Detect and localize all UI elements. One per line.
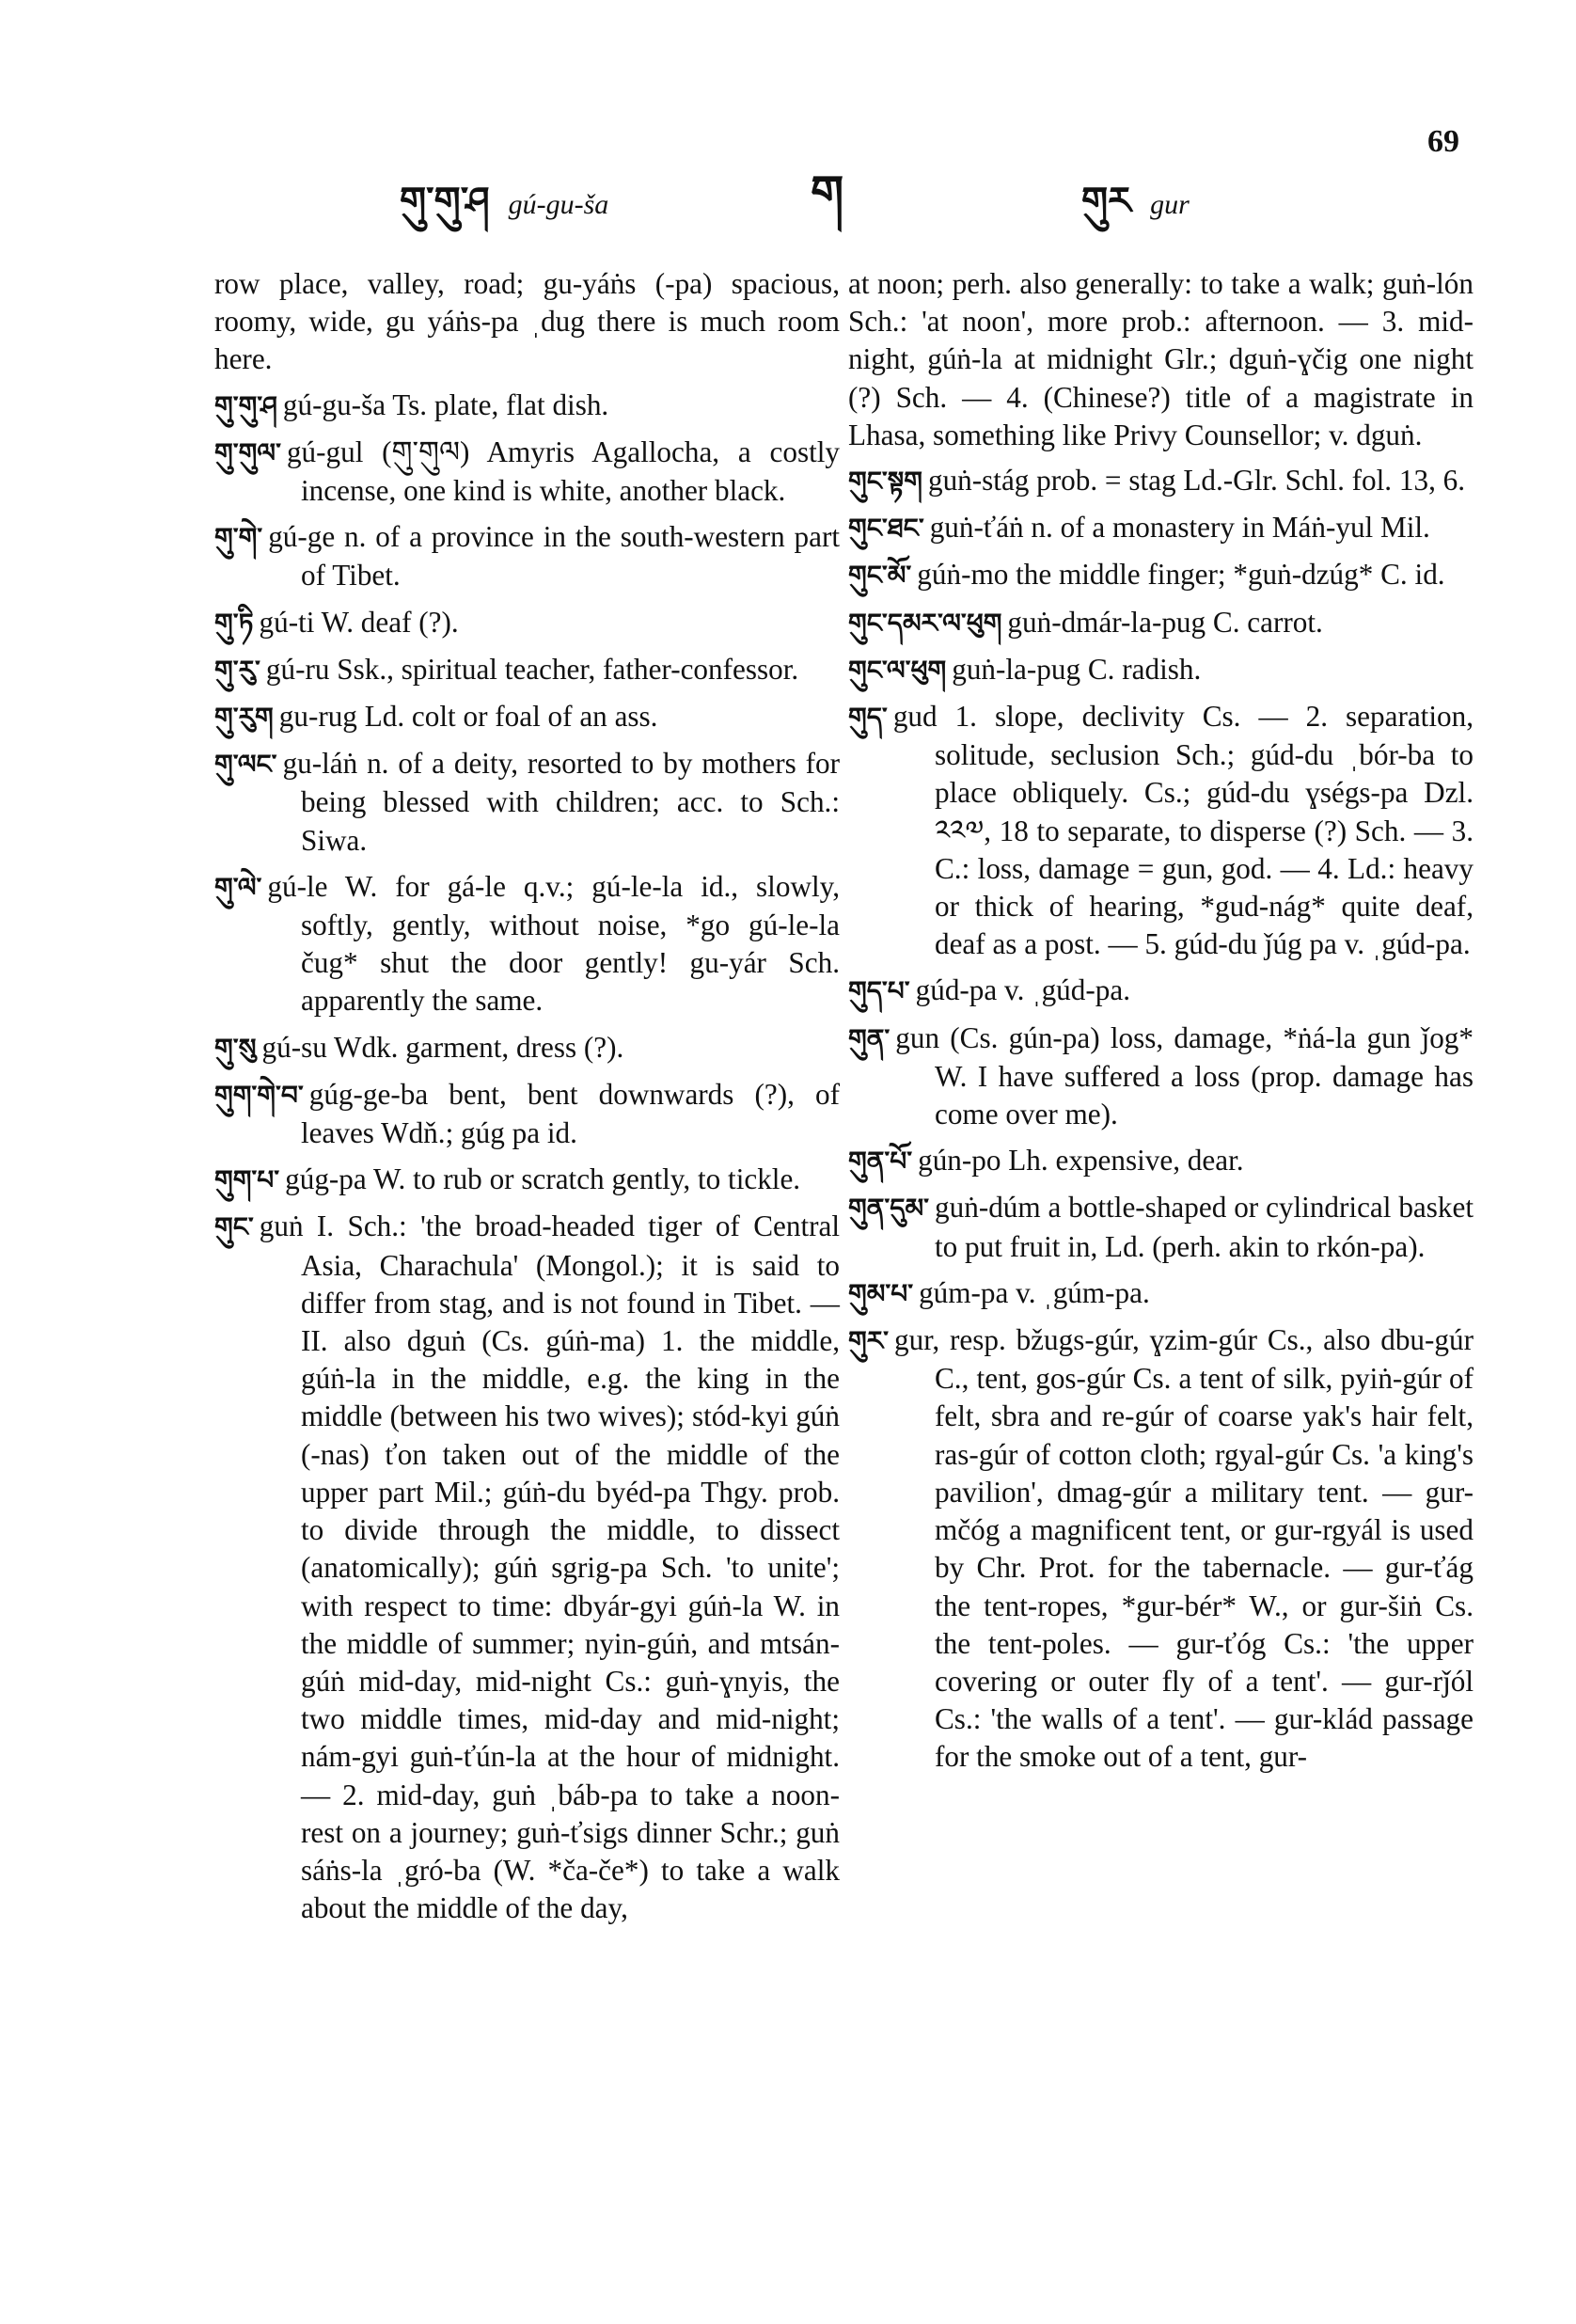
entry-text: guṅ-stág prob. = stag Ld.-Glr. Schl. fol. 13, 6.	[927, 464, 1466, 498]
entry-text: guṅ-ťáṅ n. of a monastery in Máṅ-yul Mil.	[929, 511, 1430, 545]
entry-text: guṅ-dmár-la-pug C. carrot.	[1007, 605, 1323, 639]
dictionary-entry	[848, 1321, 1474, 1776]
left-running-head	[400, 158, 608, 264]
headword-tibetan: གུང་ཐང་	[848, 513, 924, 545]
headword-tibetan: གུད་	[848, 702, 888, 734]
headword-tibetan: གུར་	[848, 1325, 890, 1357]
right-running-head-translit: gur	[1150, 189, 1190, 220]
headword-tibetan: གུན་པོ་	[848, 1146, 913, 1178]
dictionary-entry	[214, 1161, 840, 1199]
entry-text: gu-láṅ n. of a deity, resorted to by mothers for being blessed with children; acc. to Sch.: Siwa.	[282, 747, 840, 857]
headword-tibetan: གུམ་པ་	[848, 1277, 914, 1309]
dictionary-entry	[848, 1020, 1474, 1134]
entry-text: gu-rug Ld. colt or foal of an ass.	[278, 700, 658, 734]
page-header	[0, 0, 1576, 235]
entry-text: gúg-pa W. to rub or scratch gently, to tickle.	[285, 1162, 801, 1196]
entry-text: gú-le W. for gá-le q.v.; gú-le-la id., slowly, softly, gently, without noise, *go gú-le-la čug* shut the door gently! gu-yár Sch. apparently the same.	[267, 869, 840, 1018]
entry-text: gú-ti W. deaf (?).	[259, 605, 459, 639]
dictionary-entry	[214, 868, 840, 1020]
headword-tibetan: གུག་གེ་བ་	[214, 1079, 304, 1111]
entry-text: gú-su Wdk. garment, dress (?).	[261, 1030, 624, 1064]
dictionary-entry	[848, 1142, 1474, 1180]
headword-tibetan: གུ་རུ་	[214, 654, 260, 686]
dictionary-entry	[214, 651, 840, 689]
entry-text: gud 1. slope, declivity Cs. — 2. separation, solitude, seclusion Sch.; gúd-du ˌbór-ba to place obliquely. Cs.; gúd-du ɣségs-pa Dzl. ༢༢༧, 18 to separate, to disperse (?) Sch. — 3. C.: loss, damage = gun, god. — 4. Ld.: heavy or thick of hearing, *gud-nág* quite deaf, deaf as a post. — 5. gúd-du ǰúg pa v. ˌgúd-pa.	[892, 700, 1474, 961]
entry-text: gúṅ-mo the middle finger; *guṅ-dzúg* C. id.	[917, 558, 1445, 592]
headword-tibetan: གུང་དམར་ལ་ཕུག	[848, 607, 1002, 639]
dictionary-entry	[848, 509, 1474, 547]
headword-tibetan: གུང་སྟག	[848, 466, 922, 498]
dictionary-entry	[848, 698, 1474, 963]
dictionary-entry	[848, 972, 1474, 1010]
headword-tibetan: གུ་ཏི	[214, 607, 254, 639]
page-number: 69	[1427, 124, 1459, 159]
headword-tibetan: གུ་རུག	[214, 702, 274, 734]
dictionary-entry	[214, 434, 840, 510]
dictionary-entry	[848, 651, 1474, 689]
headword-tibetan: གུ་ལང་	[214, 749, 277, 781]
headword-tibetan: གུང་	[214, 1211, 254, 1243]
headword-tibetan: གུན་	[848, 1022, 890, 1054]
dictionary-entry	[848, 462, 1474, 500]
continuation-text: row place, valley, road; gu-yáṅs (-pa) spacious, roomy, wide, gu yáṅs-pa ˌdug there is much room here.	[214, 267, 840, 376]
dictionary-entry	[214, 1076, 840, 1152]
dictionary-entry	[214, 745, 840, 860]
entry-text: gún-po Lh. expensive, dear.	[918, 1144, 1244, 1178]
dictionary-entry	[848, 1189, 1474, 1265]
entry-text: gúm-pa v. ˌgúm-pa.	[919, 1275, 1150, 1309]
dictionary-entry	[214, 1208, 840, 1927]
entry-text: gun (Cs. gún-pa) loss, damage, *ṅá-la gun ǰog* W. I have suffered a loss (prop. damage has come over me).	[895, 1020, 1474, 1131]
headword-tibetan: གུ་ལེ་	[214, 871, 262, 903]
entry-text: guṅ I. Sch.: 'the broad-headed tiger of Central Asia, Charachula' (Mongol.); it is said to differ from stag, and is not found in Tibet. — II. also dguṅ (Cs. gúṅ-ma) 1. the middle, gúṅ-la in the middle, e.g. the king in the middle (between his two wives); stód-kyi gúṅ (-nas) ťon taken out of the middle of the upper part Mil.; gúṅ-du byéd-pa Thgy. prob. to divide through the middle, to dissect (anatomically); gúṅ sgrig-pa Sch. 'to unite'; with respect to time: dbyár-gyi gúṅ-la W. in the middle of summer; nyin-gúṅ, and mtsán-gúṅ mid-day, mid-night Cs.: guṅ-ɣnyis, the two middle times, mid-day and mid-night; nám-gyi guṅ-ťún-la at the hour of midnight. — 2. mid-day, guṅ ˌbáb-pa to take a noon-rest on a journey; guṅ-ťsigs dinner Schr.; guṅ sáṅs-la ˌgró-ba (W. *ča-če*) to take a walk about the middle of the day,	[259, 1209, 840, 1925]
entry-text: gú-ru Ssk., spiritual teacher, father-confessor.	[265, 652, 799, 686]
entry-text: gú-gul (གུ་གུལ) Amyris Agallocha, a costly incense, one kind is white, another black.	[286, 435, 840, 508]
dictionary-entry	[848, 604, 1474, 642]
continuation-text: at noon; perh. also generally: to take a walk; guṅ-lón Sch.: 'at noon', more prob.: afternoon. — 3. mid-night, gúṅ-la at midnight Glr.; dguṅ-ɣčig one night (?) Sch. — 4. (Chinese?) title of a magistrate in Lhasa, something like Privy Counsellor; v. dguṅ.	[848, 267, 1474, 451]
entry-text: guṅ-dúm a bottle-shaped or cylindrical basket to put fruit in, Ld. (perh. akin to rkón-pa).	[935, 1191, 1474, 1263]
dictionary-entry	[214, 518, 840, 594]
headword-tibetan: གུན་དུམ་	[848, 1193, 930, 1225]
right-running-head-tibetan: གུར	[1081, 180, 1132, 223]
entry-text: gú-ge n. of a province in the south-western part of Tibet.	[268, 520, 840, 593]
headword-tibetan: གུ་གུལ་	[214, 436, 281, 468]
right-column	[848, 265, 1474, 1785]
headword-tibetan: གུང་ལ་ཕུག	[848, 654, 947, 686]
entry-text: gur, resp. bžugs-gúr, ɣzim-gúr Cs., also dbu-gúr C., tent, gos-gúr Cs. a tent of silk, pyiṅ-gúr of felt, sbra and re-gúr of coarse yak's hair felt, ras-gúr of cotton cloth; rgyal-gúr Cs. 'a king's pavilion', dmag-gúr a military tent. — gur-mčóg a magnificent tent, or gur-rgyál is used by Chr. Prot. for the tabernacle. — gur-ťág the tent-ropes, *gur-bér* W., or gur-šiṅ Cs. the tent-poles. — gur-ťóg Cs.: 'the upper covering or outer fly of a tent'. — gur-rǰól Cs.: 'the walls of a tent'. — gur-klád passage for the smoke out of a tent, gur-	[894, 1323, 1474, 1774]
left-running-head-tibetan: གུ་གུ་ཤ	[400, 180, 490, 223]
dictionary-entry	[214, 698, 840, 736]
dictionary-entry	[214, 1029, 840, 1067]
entry-text: guṅ-la-pug C. radish.	[952, 652, 1202, 686]
entry-text: gú-gu-ša Ts. plate, flat dish.	[282, 387, 609, 421]
dictionary-entry	[214, 387, 840, 425]
headword-tibetan: གུ་སུ	[214, 1032, 257, 1064]
entry-text: gúg-ge-ba bent, bent downwards (?), of leaves Wdň.; gúg pa id.	[301, 1077, 840, 1150]
headword-tibetan: གུ་གེ་	[214, 522, 263, 554]
headword-tibetan: གུང་མོ་	[848, 560, 912, 592]
dictionary-entry	[848, 556, 1474, 594]
dictionary-entry	[214, 604, 840, 642]
entry-text: gúd-pa v. ˌgúd-pa.	[915, 973, 1130, 1007]
headword-tibetan: གུད་པ་	[848, 975, 910, 1007]
headword-tibetan: གུ་གུ་ཤ	[214, 389, 277, 421]
left-column	[214, 265, 840, 1936]
left-running-head-translit: gú-gu-ša	[508, 189, 609, 220]
right-running-head	[1081, 158, 1190, 264]
headword-tibetan: གུག་པ་	[214, 1164, 280, 1196]
section-letter: ག	[811, 166, 844, 220]
dictionary-entry	[848, 1274, 1474, 1313]
